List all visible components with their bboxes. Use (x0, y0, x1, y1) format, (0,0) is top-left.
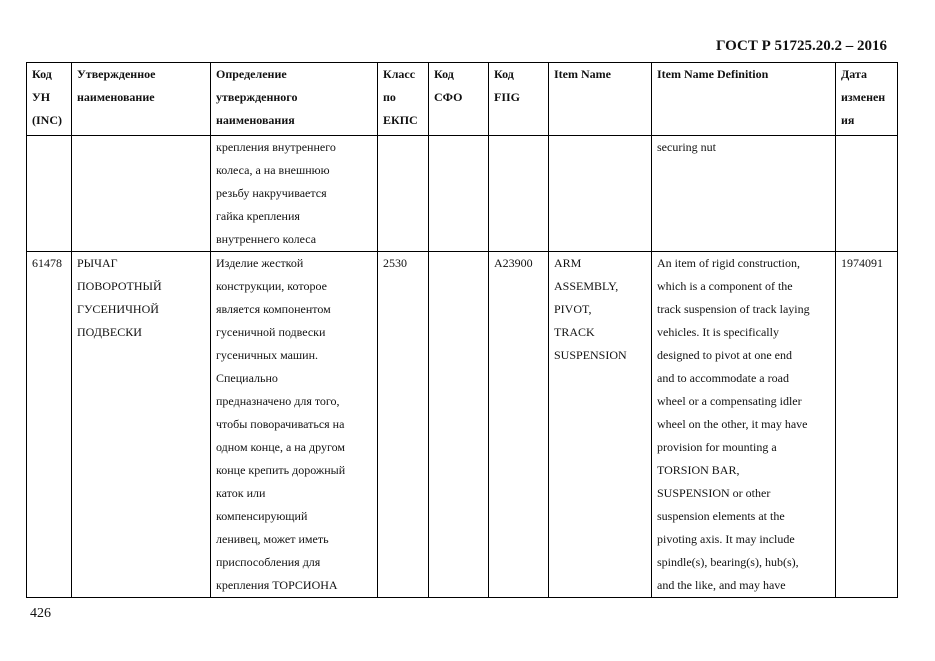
text-line: является компонентом (216, 302, 331, 316)
text-line: Дата (841, 67, 867, 81)
col-header-item-name (549, 63, 652, 136)
text-line: spindle(s), bearing(s), hub(s), (657, 555, 799, 569)
col-header-fiig (489, 63, 549, 136)
text-line: предназначено для того, (216, 394, 340, 408)
text-line: Класс (383, 67, 416, 81)
table-row (27, 252, 898, 598)
cell-approved-name (72, 252, 211, 598)
text-line: Item Name (554, 67, 611, 81)
text-line: гусеничной подвески (216, 325, 326, 339)
text-line: (INC) (32, 113, 62, 127)
text-line: pivoting axis. It may include (657, 532, 795, 546)
cell-item-name (549, 252, 652, 598)
text-line: TRACK (554, 325, 595, 339)
text-line: securing nut (657, 140, 716, 154)
text-line: ПОДВЕСКИ (77, 325, 142, 339)
text-line: Код (494, 67, 514, 81)
text-line: конструкции, которое (216, 279, 327, 293)
text-line: suspension elements at the (657, 509, 785, 523)
document-standard-number: ГОСТ Р 51725.20.2 – 2016 (715, 38, 887, 54)
text-line: крепления ТОРСИОНА (216, 578, 338, 592)
text-line: Код (32, 67, 52, 81)
text-line: ЕКПС (383, 113, 418, 127)
page-number: 426 (30, 606, 51, 621)
cell-fiig: A23900 (489, 252, 549, 598)
text-line: PIVOT, (554, 302, 592, 316)
text-line: and to accommodate a road (657, 371, 789, 385)
text-line: Item Name Definition (657, 67, 769, 81)
text-line: track suspension of track laying (657, 302, 810, 316)
text-line: чтобы поворачиваться на (216, 417, 345, 431)
text-line: приспособления для (216, 555, 321, 569)
text-line: ARM (554, 256, 582, 270)
cell-sfo (429, 252, 489, 598)
text-line: wheel or a compensating idler (657, 394, 802, 408)
col-header-class (378, 63, 429, 136)
text-line: ленивец, может иметь (216, 532, 329, 546)
text-line: ASSEMBLY, (554, 279, 619, 293)
text-line: ПОВОРОТНЫЙ (77, 279, 162, 293)
text-line: which is a component of the (657, 279, 793, 293)
text-line: компенсирующий (216, 509, 308, 523)
table-header-row (27, 63, 898, 136)
col-header-date (836, 63, 898, 136)
text-line: наименование (77, 90, 155, 104)
text-line: ия (841, 113, 855, 127)
text-line: конце крепить дорожный (216, 463, 346, 477)
cell-date: 1974091 (836, 252, 898, 598)
table-row-continuation (27, 136, 898, 252)
cell-class: 2530 (378, 252, 429, 598)
text-line: An item of rigid construction, (657, 256, 800, 270)
cell-item-definition (652, 252, 836, 598)
text-line: УН (32, 90, 51, 104)
col-header-approved-name (72, 63, 211, 136)
text-line: РЫЧАГ (77, 256, 118, 270)
col-header-definition (211, 63, 378, 136)
text-line: каток или (216, 486, 266, 500)
continuation-definition (211, 136, 378, 252)
text-line: Изделие жесткой (216, 256, 304, 270)
cell-inc: 61478 (27, 252, 72, 598)
text-line: одном конце, а на другом (216, 440, 345, 454)
text-line: and the like, and may have (657, 578, 786, 592)
text-line: наименования (216, 113, 295, 127)
text-line: утвержденного (216, 90, 298, 104)
text-line: SUSPENSION (554, 348, 627, 362)
text-line: СФО (434, 90, 463, 104)
text-line: крепления внутреннего (216, 140, 336, 154)
text-line: provision for mounting a (657, 440, 777, 454)
continuation-item-definition (652, 136, 836, 252)
text-line: Определение (216, 67, 287, 81)
text-line: wheel on the other, it may have (657, 417, 808, 431)
text-line: designed to pivot at one end (657, 348, 792, 362)
classification-table (26, 62, 898, 598)
text-line: гусеничных машин. (216, 348, 319, 362)
text-line: vehicles. It is specifically (657, 325, 779, 339)
text-line: TORSION BAR, (657, 463, 740, 477)
cell-definition (211, 252, 378, 598)
text-line: ГУСЕНИЧНОЙ (77, 302, 159, 316)
col-header-inc (27, 63, 72, 136)
text-line: Код (434, 67, 454, 81)
text-line: по (383, 90, 396, 104)
text-line: резьбу накручивается (216, 186, 327, 200)
col-header-sfo (429, 63, 489, 136)
text-line: Утвержденное (77, 67, 156, 81)
text-line: Специально (216, 371, 278, 385)
text-line: SUSPENSION or other (657, 486, 771, 500)
col-header-item-definition (652, 63, 836, 136)
text-line: изменен (841, 90, 886, 104)
text-line: внутреннего колеса (216, 232, 317, 246)
text-line: гайка крепления (216, 209, 300, 223)
text-line: колеса, а на внешнюю (216, 163, 330, 177)
text-line: FIIG (494, 90, 521, 104)
